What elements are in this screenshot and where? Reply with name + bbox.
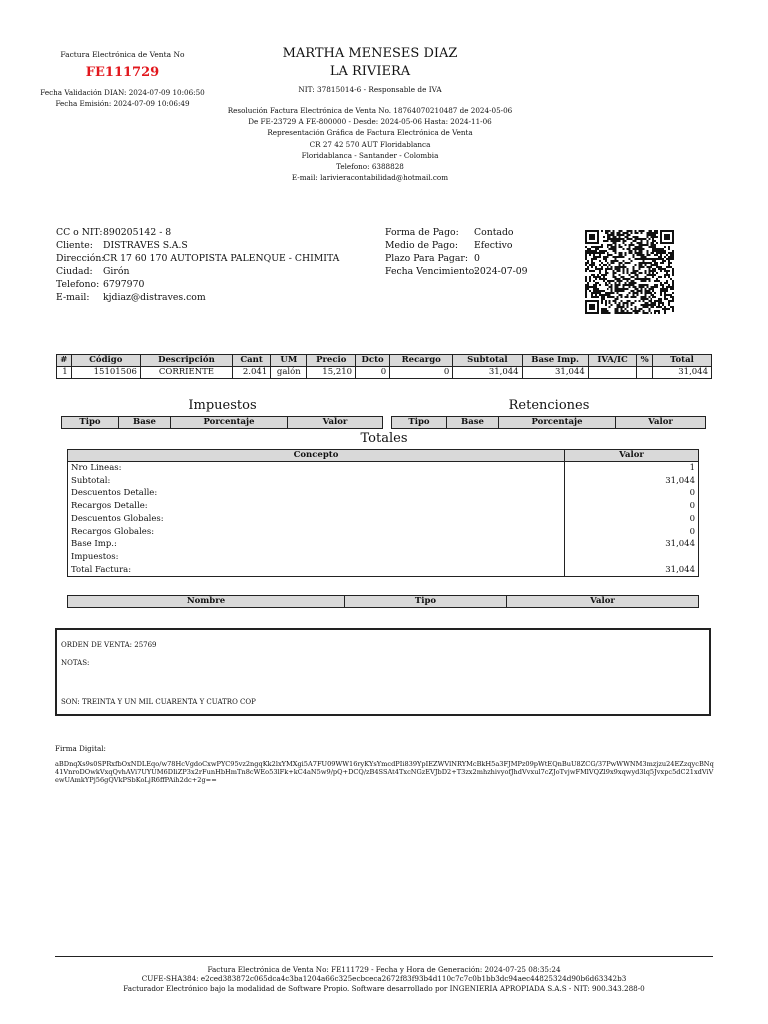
- table-row: [57, 367, 712, 379]
- col-header: Nombre: [68, 596, 345, 608]
- col-header: Valor: [507, 596, 699, 608]
- item-cell: 15101506: [71, 367, 140, 379]
- qr-finder-center: [589, 234, 595, 240]
- company-nit: NIT: 37815014-6 - Responsable de IVA: [298, 85, 442, 94]
- client-email-value: kjdiaz@distraves.com: [103, 292, 206, 303]
- payment-means-label: Medio de Pago:: [385, 240, 458, 251]
- totals-table: [67, 449, 699, 577]
- col-header: Subtotal: [453, 355, 522, 367]
- table-row: [68, 538, 699, 551]
- footer-generation: Factura Electrónica de Venta No: FE111729 - Fecha y Hora de Generación: 2024-07-25 08:35:24: [207, 965, 561, 974]
- representation-line: Representación Gráfica de Factura Electrónica de Venta: [267, 128, 473, 138]
- payment-means-row: [385, 239, 528, 252]
- notes-label: NOTAS:: [61, 659, 90, 667]
- value-cell: 0: [565, 513, 699, 526]
- value-cell: 31,044: [565, 538, 699, 551]
- col-header: UM: [271, 355, 307, 367]
- qr-code: [585, 230, 674, 314]
- client-address-label: Dirección:: [56, 253, 105, 264]
- client-name-value: DISTRAVES S.A.S: [103, 240, 188, 251]
- impuestos-table: [61, 416, 383, 429]
- client-city-value: Girón: [103, 266, 130, 277]
- client-phone-label: Telefono:: [56, 279, 100, 290]
- col-header: #: [57, 355, 72, 367]
- invoice-dates: [40, 87, 205, 109]
- qr-finder-center: [589, 304, 595, 310]
- table-row: [68, 487, 699, 500]
- payment-form-row: [385, 226, 528, 239]
- digital-signature-text: aBDnqXs9s0SPRxfbOxNDLEqo/w78HcVgdoCxwPYC95vz2ngqKk2lxYMXgi5A7FU09WW16ryKYsYmcdPIi839YpIEZWVlNRYMcBkH5a3FJMPz09pWtEQnBuU8ZCG/37PwWWNM3mzjzu24EZzqycBNq41VnroDOwkVxqQvhAVi7UYUM6DIiZP3x2rFunHbHmTn8cWEo53lFk+kC4aN5w9/pQ+DCQ/zB4SSAt4TxcNGzEVJbD2+T3zx2mhzhivyofJhdVvxul7cZJoTvjwFMlVQZl9x9xqwyd3lq5Jvxpc5dC21xdViVewUAmkYPj56gQVkPSbKoLjR6ffPAih2dc+2g==: [55, 760, 714, 785]
- payment-form-label: Forma de Pago:: [385, 227, 459, 238]
- footer-divider: [55, 956, 713, 957]
- col-header: Tipo: [62, 417, 119, 429]
- company-header: [210, 46, 530, 183]
- client-address-row: [56, 252, 339, 265]
- col-header: Porcentaje: [171, 417, 288, 429]
- col-header: Base Imp.: [522, 355, 588, 367]
- payment-means-value: Efectivo: [474, 240, 513, 251]
- client-email-row: [56, 291, 339, 304]
- value-cell: 0: [565, 500, 699, 513]
- company-trade-name: LA RIVIERA: [329, 64, 411, 79]
- client-email-label: E-mail:: [56, 292, 90, 303]
- value-cell: 0: [565, 526, 699, 539]
- amount-in-words: SON: TREINTA Y UN MIL CUARENTA Y CUATRO COP: [61, 698, 256, 706]
- footer-software: Facturador Electrónico bajo la modalidad de Software Propio. Software desarrollado por INGENIERIA APROPIADA S.A.S - NIT: 900.343.288-0: [123, 983, 645, 993]
- col-header: Base: [119, 417, 171, 429]
- client-nit-row: [56, 226, 339, 239]
- footer-cufe: CUFE-SHA384: e2ced383872c065dca4c3ba1204a66c325ecbceca2672f83f93b4d110c7c7c0b1bb3dc94aec44825324d90b6d63342b3: [141, 974, 627, 984]
- phone-line: Telefono: 6388828: [336, 162, 404, 172]
- payment-term-row: [385, 252, 528, 265]
- item-cell: 0: [390, 367, 453, 379]
- value-cell: 31,044: [565, 564, 699, 577]
- range-line: De FE-23729 A FE-800000 - Desde: 2024-05-06 Hasta: 2024-11-06: [248, 117, 492, 127]
- emission-date: Fecha Emisión: 2024-07-09 10:06:49: [55, 99, 190, 108]
- concept-cell: Descuentos Globales:: [68, 513, 565, 526]
- city-line: Floridablanca - Santander - Colombia: [301, 150, 439, 160]
- others-table: [67, 595, 699, 608]
- col-header: Cant: [232, 355, 270, 367]
- resolution-line: Resolución Factura Electrónica de Venta No. 18764070210487 de 2024-05-06: [227, 106, 513, 115]
- col-header: Total: [652, 355, 711, 367]
- concept-cell: Impuestos:: [68, 551, 565, 564]
- col-header: Valor: [288, 417, 383, 429]
- payment-term-label: Plazo Para Pagar:: [385, 253, 468, 264]
- item-cell: [637, 367, 653, 379]
- col-header: %: [637, 355, 653, 367]
- table-row: [68, 526, 699, 539]
- value-cell: 1: [565, 462, 699, 475]
- invoice-number: FE111729: [85, 65, 160, 80]
- items-table: [56, 354, 712, 379]
- client-info: [56, 226, 339, 304]
- table-row: [68, 551, 699, 564]
- col-header: IVA/IC: [588, 355, 637, 367]
- col-header: Tipo: [392, 417, 447, 429]
- retenciones-title: Retenciones: [508, 398, 590, 413]
- col-header: Tipo: [345, 596, 507, 608]
- item-cell: CORRIENTE: [140, 367, 232, 379]
- concept-cell: Subtotal:: [68, 475, 565, 488]
- col-header: Recargo: [390, 355, 453, 367]
- col-header: Código: [71, 355, 140, 367]
- retenciones-header-row: [392, 417, 706, 429]
- client-city-label: Ciudad:: [56, 266, 93, 277]
- client-phone-value: 6797970: [103, 279, 145, 290]
- due-date-row: [385, 265, 528, 278]
- item-cell: 31,044: [522, 367, 588, 379]
- due-date-value: 2024-07-09: [474, 266, 528, 277]
- others-header-row: [68, 596, 699, 608]
- payment-form-value: Contado: [474, 227, 514, 238]
- client-nit-label: CC o NIT:: [56, 227, 103, 238]
- col-header: Valor: [565, 450, 699, 462]
- table-row: [68, 513, 699, 526]
- retenciones-table: [391, 416, 706, 429]
- invoice-label: Factura Electrónica de Venta No: [60, 50, 185, 59]
- col-header: Base: [447, 417, 499, 429]
- col-header: Descripción: [140, 355, 232, 367]
- totals-header-row: [68, 450, 699, 462]
- table-row: [68, 564, 699, 577]
- concept-cell: Descuentos Detalle:: [68, 487, 565, 500]
- client-phone-row: [56, 278, 339, 291]
- value-cell: [565, 551, 699, 564]
- col-header: Valor: [616, 417, 706, 429]
- item-cell: 15,210: [307, 367, 356, 379]
- digital-signature-label: Firma Digital:: [55, 744, 106, 753]
- col-header: Dcto: [356, 355, 390, 367]
- item-cell: 1: [57, 367, 72, 379]
- client-nit-value: 890205142 - 8: [103, 227, 172, 238]
- concept-cell: Nro Lineas:: [68, 462, 565, 475]
- concept-cell: Total Factura:: [68, 564, 565, 577]
- table-row: [68, 500, 699, 513]
- client-name-row: [56, 239, 339, 252]
- item-cell: 0: [356, 367, 390, 379]
- invoice-number-block: [40, 50, 205, 109]
- validation-date: Fecha Validación DIAN: 2024-07-09 10:06:50: [40, 88, 205, 97]
- item-cell: 2.041: [232, 367, 270, 379]
- footer: [55, 965, 713, 993]
- address-line: CR 27 42 570 AUT Floridablanca: [309, 139, 431, 149]
- col-header: Porcentaje: [499, 417, 616, 429]
- email-line: E-mail: larivieracontabilidad@hotmail.com: [291, 173, 449, 183]
- col-header: Concepto: [68, 450, 565, 462]
- company-details: [210, 105, 530, 183]
- table-row: [68, 462, 699, 475]
- item-cell: [588, 367, 637, 379]
- impuestos-header-row: [62, 417, 383, 429]
- concept-cell: Recargos Globales:: [68, 526, 565, 539]
- client-address-value: CR 17 60 170 AUTOPISTA PALENQUE - CHIMITA: [103, 253, 340, 264]
- payment-info: [385, 226, 528, 278]
- concept-cell: Base Imp.:: [68, 538, 565, 551]
- concept-cell: Recargos Detalle:: [68, 500, 565, 513]
- totales-title: Totales: [360, 431, 408, 446]
- value-cell: 31,044: [565, 475, 699, 488]
- company-name: MARTHA MENESES DIAZ: [282, 46, 458, 61]
- items-header-row: [57, 355, 712, 367]
- due-date-label: Fecha Vencimiento:: [385, 266, 478, 277]
- sales-order: ORDEN DE VENTA: 25769: [61, 641, 157, 649]
- item-cell: galón: [271, 367, 307, 379]
- item-cell: 31,044: [652, 367, 711, 379]
- qr-finder-center: [664, 234, 670, 240]
- table-row: [68, 475, 699, 488]
- client-name-label: Cliente:: [56, 240, 93, 251]
- impuestos-title: Impuestos: [188, 398, 257, 413]
- notes-box: [55, 628, 711, 716]
- client-city-row: [56, 265, 339, 278]
- payment-term-value: 0: [474, 253, 480, 264]
- item-cell: 31,044: [453, 367, 522, 379]
- col-header: Precio: [307, 355, 356, 367]
- value-cell: 0: [565, 487, 699, 500]
